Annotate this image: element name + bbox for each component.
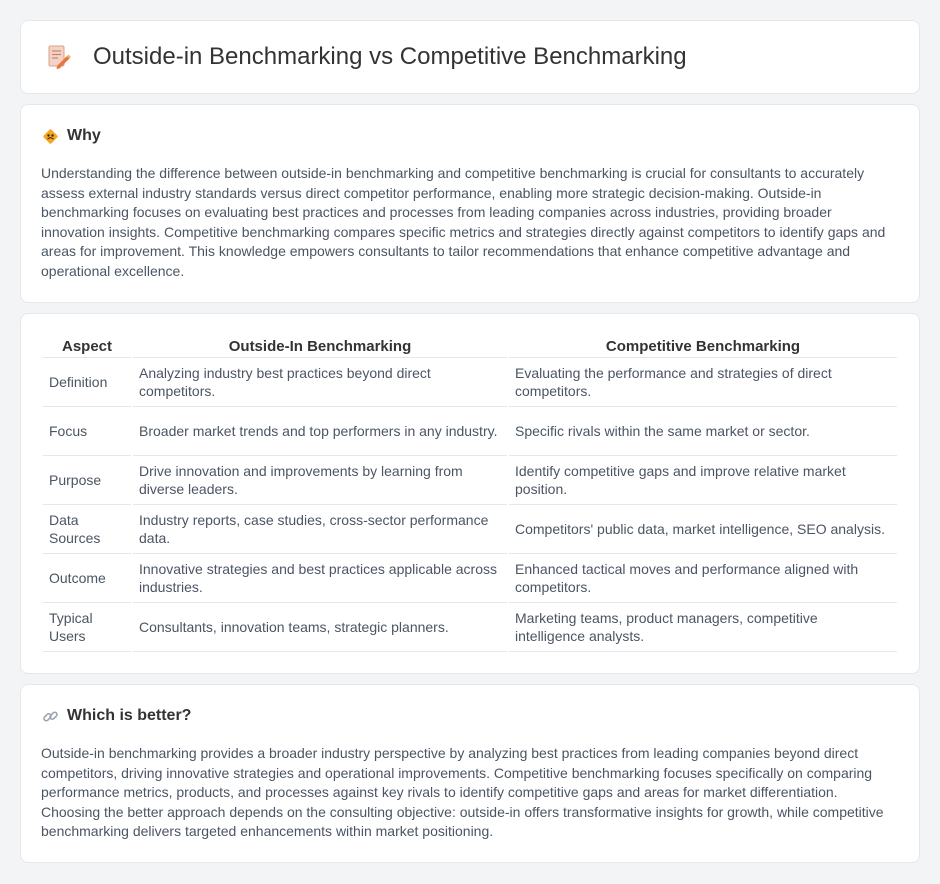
header-aspect: Aspect	[43, 332, 131, 358]
link-icon	[41, 707, 59, 725]
competitive-cell: Identify competitive gaps and improve relative market position.	[509, 456, 897, 505]
outside-in-cell: Industry reports, case studies, cross-sector performance data.	[133, 505, 507, 554]
outside-in-cell: Consultants, innovation teams, strategic planners.	[133, 603, 507, 652]
header-competitive: Competitive Benchmarking	[509, 332, 897, 358]
table-row	[43, 603, 897, 652]
aspect-cell: Focus	[43, 407, 131, 456]
competitive-cell: Specific rivals within the same market or sector.	[509, 407, 897, 456]
header-card	[20, 20, 920, 94]
why-section	[20, 104, 920, 303]
aspect-cell: Definition	[43, 358, 131, 407]
document-pencil-icon	[43, 42, 73, 72]
header-outside-in: Outside-In Benchmarking	[133, 332, 507, 358]
better-title: Which is better?	[67, 707, 192, 724]
aspect-cell: Outcome	[43, 554, 131, 603]
outside-in-cell: Analyzing industry best practices beyond direct competitors.	[133, 358, 507, 407]
table-header-row	[43, 332, 897, 358]
comparison-table-card	[20, 313, 920, 674]
which-is-better-section	[20, 684, 920, 863]
competitive-cell: Competitors' public data, market intelligence, SEO analysis.	[509, 505, 897, 554]
better-heading	[41, 707, 899, 725]
competitive-cell: Evaluating the performance and strategies of direct competitors.	[509, 358, 897, 407]
comparison-table	[41, 332, 899, 652]
table-row	[43, 505, 897, 554]
better-body: Outside-in benchmarking provides a broader industry perspective by analyzing best practices from leading companies beyond direct competitors, driving innovative strategies and operational improvements. Competitive benchmarking focuses specifically on comparing performance metrics, products, and processes against key rivals to identify competitive gaps and areas for market differentiation. Choosing the better approach depends on the consulting objective: outside-in offers transformative insights for growth, while competitive benchmarking delivers targeted enhancements within market positioning.	[41, 745, 884, 839]
table-row	[43, 358, 897, 407]
aspect-cell: Purpose	[43, 456, 131, 505]
why-heading	[41, 127, 899, 145]
why-title: Why	[67, 127, 101, 144]
why-body: Understanding the difference between outside-in benchmarking and competitive benchmarking is crucial for consultants to accurately assess external industry standards versus direct competitor performance, enabling more strategic decision-making. Outside-in benchmarking focuses on evaluating best practices and processes from leading companies across industries, providing broader innovation insights. Competitive benchmarking compares specific metrics and strategies directly against competitors to identify gaps and areas for improvement. This knowledge empowers consultants to tailor recommendations that enhance competitive advantage and operational excellence.	[41, 165, 886, 279]
aspect-cell: Data Sources	[43, 505, 131, 554]
aspect-cell: Typical Users	[43, 603, 131, 652]
warning-sign-icon	[41, 127, 59, 145]
outside-in-cell: Drive innovation and improvements by learning from diverse leaders.	[133, 456, 507, 505]
page-title: Outside-in Benchmarking vs Competitive Benchmarking	[93, 43, 687, 70]
competitive-cell: Marketing teams, product managers, competitive intelligence analysts.	[509, 603, 897, 652]
outside-in-cell: Innovative strategies and best practices applicable across industries.	[133, 554, 507, 603]
table-row	[43, 407, 897, 456]
outside-in-cell: Broader market trends and top performers in any industry.	[133, 407, 507, 456]
competitive-cell: Enhanced tactical moves and performance aligned with competitors.	[509, 554, 897, 603]
table-row	[43, 456, 897, 505]
table-row	[43, 554, 897, 603]
